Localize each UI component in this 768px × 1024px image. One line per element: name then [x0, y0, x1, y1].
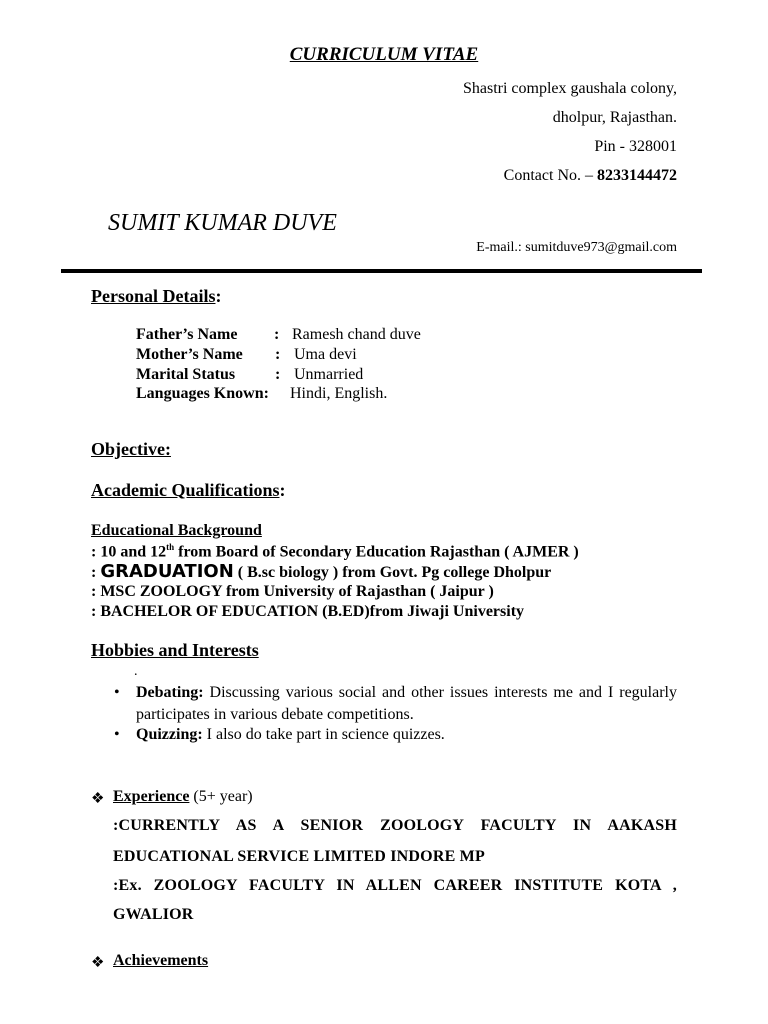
contact-number: 8233144472: [597, 167, 677, 184]
hobby-title: Debating:: [136, 684, 204, 701]
experience-line-previous-2: GWALIOR: [113, 906, 194, 923]
objective-heading: [91, 439, 171, 460]
document-title: CURRICULUM VITAE: [289, 44, 479, 65]
field-value: Uma devi: [294, 346, 357, 363]
diamond-bullet-icon: ❖: [91, 791, 105, 807]
educational-background-heading: Educational Background: [91, 522, 262, 539]
email-address: E-mail.: sumitduve973@gmail.com: [476, 240, 677, 255]
objective-heading-text: Objective:: [91, 439, 171, 459]
achievements-heading: [113, 952, 208, 970]
hobby-item-debating: [114, 682, 677, 726]
field-value: Unmarried: [294, 366, 364, 383]
education-line-bed: : BACHELOR OF EDUCATION (B.ED)from Jiwaji University: [91, 603, 525, 620]
academic-heading-colon: :: [279, 480, 286, 500]
experience-line-current-1: :CURRENTLY AS A SENIOR ZOOLOGY FACULTY IN AAKASH: [113, 817, 677, 834]
address-line-2: dholpur, Rajasthan.: [552, 109, 677, 126]
hobbies-heading: [91, 640, 259, 661]
academic-heading-text: Academic Qualifications: [91, 480, 280, 500]
education-line-graduation: [91, 561, 551, 582]
edu-text: ( B.sc biology ) from Govt. Pg college Dholpur: [233, 564, 552, 581]
field-colon: :: [274, 326, 280, 343]
field-value: Hindi, English.: [290, 385, 388, 402]
edu-text: :: [91, 564, 101, 581]
bullet-icon: •: [114, 726, 120, 743]
hobbies-heading-text: Hobbies and Interests: [91, 640, 259, 660]
education-line-msc: : MSC ZOOLOGY from University of Rajasthan ( Jaipur ): [91, 583, 494, 600]
field-label: Mother’s Name: [136, 346, 243, 363]
field-label: Marital Status: [136, 366, 236, 383]
graduation-label: GRADUATION: [100, 561, 234, 582]
candidate-name: SUMIT KUMAR DUVE: [108, 210, 337, 236]
field-colon: :: [275, 346, 281, 363]
pin-code: Pin - 328001: [594, 138, 677, 155]
field-colon: :: [275, 366, 281, 383]
personal-details-heading-colon: :: [215, 286, 222, 306]
diamond-bullet-icon: ❖: [91, 955, 105, 971]
hobby-text: I also do take part in science quizzes.: [202, 726, 445, 743]
education-line-school: [91, 542, 579, 561]
bullet-icon: •: [114, 684, 120, 701]
edu-superscript: th: [166, 542, 175, 552]
edu-text: from Board of Secondary Education Rajasthan ( AJMER ): [174, 543, 579, 561]
experience-heading-text: Experience: [113, 788, 190, 805]
experience-line-previous-1: :Ex. ZOOLOGY FACULTY IN ALLEN CAREER INSTITUTE KOTA ,: [113, 877, 677, 894]
experience-duration: (5+ year): [189, 788, 253, 805]
address-line-1: Shastri complex gaushala colony,: [462, 80, 677, 97]
header-divider: [61, 269, 702, 273]
edu-text: : 10 and 12: [91, 543, 167, 561]
experience-line-current-2: EDUCATIONAL SERVICE LIMITED INDORE MP: [113, 848, 485, 865]
experience-heading: [113, 788, 253, 806]
personal-details-heading: [91, 286, 221, 307]
field-label: Father’s Name: [136, 326, 238, 343]
contact-line: [504, 167, 677, 185]
achievements-heading-text: Achievements: [113, 952, 209, 969]
personal-details-heading-text: Personal Details: [91, 286, 216, 306]
hobby-item-quizzing: [114, 724, 677, 746]
hobby-title: Quizzing:: [136, 726, 203, 743]
field-value: Ramesh chand duve: [292, 326, 421, 343]
stray-dot: .: [134, 664, 138, 679]
field-label: Languages Known:: [136, 385, 269, 402]
academic-heading: [91, 480, 285, 501]
hobby-text: Discussing various social and other issues interests me and I regularly participates in various debate competitions.: [136, 684, 677, 723]
contact-label: Contact No. –: [503, 167, 593, 184]
